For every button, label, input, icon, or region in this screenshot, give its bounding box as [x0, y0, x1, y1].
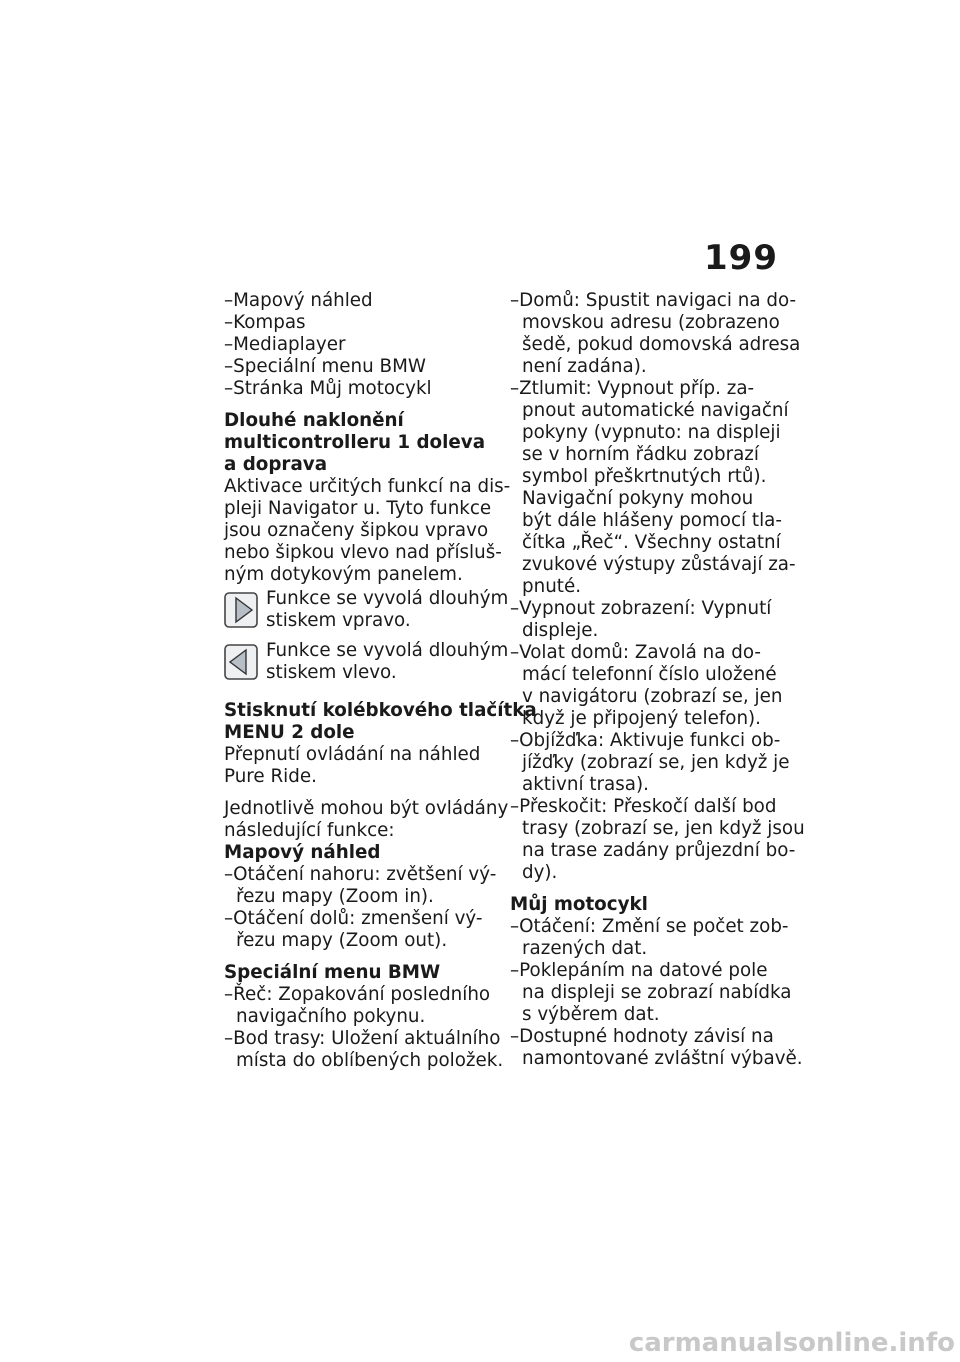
text-line: aktivní trasa).	[522, 774, 649, 795]
text-line: čítka „Řeč“. Všechny ostatní	[522, 532, 781, 553]
text-line: navigačního pokynu.	[236, 1006, 426, 1027]
section-heading: Mapový náhled	[224, 842, 381, 863]
text-line: namontované zvláštní výbavě.	[522, 1048, 803, 1069]
section-heading: Speciální menu BMW	[224, 962, 441, 983]
text-line: v navigátoru (zobrazí se, jen	[522, 686, 783, 707]
text-line: Přepnutí ovládání na náhled	[224, 744, 481, 765]
text-line: –Ztlumit: Vypnout příp. za-	[510, 378, 755, 399]
section-heading: Stisknutí kolébkového tlačítka	[224, 700, 537, 721]
text-line: Aktivace určitých funkcí na dis-	[224, 476, 511, 497]
text-line: –Otáčení: Změní se počet zob-	[510, 916, 789, 937]
text-line: pleji Navigator u. Tyto funkce	[224, 498, 492, 519]
text-line: jížďky (zobrazí se, jen když je	[522, 752, 790, 773]
text-line: –Mapový náhled	[224, 290, 373, 311]
section-heading: a doprava	[224, 454, 328, 475]
text-line: movskou adresu (zobrazeno	[522, 312, 780, 333]
section-heading: multicontrolleru 1 doleva	[224, 432, 486, 453]
page-number: 199	[704, 238, 778, 278]
spacer	[224, 400, 494, 410]
section-heading: Dlouhé naklonění	[224, 410, 404, 431]
text-line: nebo šipkou vlevo nad přísluš-	[224, 542, 502, 563]
text-line: s výběrem dat.	[522, 1004, 660, 1025]
text-line: –Řeč: Zopakování posledního	[224, 984, 491, 1005]
text-line: razených dat.	[522, 938, 648, 959]
text-line: ným dotykovým panelem.	[224, 564, 463, 585]
text-line: být dále hlášeny pomocí tla-	[522, 510, 782, 531]
text-line: –Přeskočit: Přeskočí další bod	[510, 796, 777, 817]
text-line: –Speciální menu BMW	[224, 356, 426, 377]
icon-note	[224, 640, 509, 684]
text-line: následující funkce:	[224, 820, 395, 841]
text-line: –Objížďka: Aktivuje funkci ob-	[510, 730, 781, 751]
icon-note	[224, 588, 509, 632]
icon-note-line: Funkce se vyvolá dlouhým	[266, 640, 509, 661]
text-line: –Volat domů: Zavolá na do-	[510, 642, 761, 663]
arrow-left-icon	[224, 644, 258, 680]
text-line: mácí telefonní číslo uložené	[522, 664, 777, 685]
text-line: displeje.	[522, 620, 599, 641]
spacer	[224, 788, 494, 798]
section-heading: Můj motocykl	[510, 894, 648, 915]
text-line: není zadána).	[522, 356, 647, 377]
text-line: místa do oblíbených položek.	[236, 1050, 504, 1071]
spacer	[224, 952, 494, 962]
left-column	[224, 290, 537, 1072]
text-line: –Domů: Spustit navigaci na do-	[510, 290, 797, 311]
watermark-footer: carmanualsonline.info	[628, 1328, 955, 1358]
text-line: trasy (zobrazí se, jen když jsou	[522, 818, 805, 839]
text-line: pokyny (vypnuto: na displeji	[522, 422, 781, 443]
text-line: řezu mapy (Zoom out).	[236, 930, 448, 951]
text-line: šedě, pokud domovská adresa	[522, 334, 801, 355]
text-line: když je připojený telefon).	[522, 708, 761, 729]
arrow-right-icon	[224, 592, 258, 628]
text-line: –Vypnout zobrazení: Vypnutí	[510, 598, 772, 619]
text-line: –Kompas	[224, 312, 306, 333]
text-line: pnuté.	[522, 576, 582, 597]
text-line: se v horním řádku zobrazí	[522, 444, 759, 465]
text-line: –Mediaplayer	[224, 334, 346, 355]
text-line: jsou označeny šipkou vpravo	[224, 520, 489, 541]
text-line: zvukové výstupy zůstávají za-	[522, 554, 796, 575]
text-line: –Otáčení dolů: zmenšení vý-	[224, 908, 483, 929]
text-line: –Stránka Můj motocykl	[224, 378, 432, 399]
section-heading: MENU 2 dole	[224, 722, 355, 743]
icon-note-line: stiskem vpravo.	[266, 610, 411, 631]
spacer	[224, 690, 494, 700]
text-line: Pure Ride.	[224, 766, 317, 787]
text-line: dy).	[522, 862, 558, 883]
text-line: –Dostupné hodnoty závisí na	[510, 1026, 774, 1047]
text-line: symbol přeškrtnutých rtů).	[522, 466, 767, 487]
text-line: na displeji se zobrazí nabídka	[522, 982, 792, 1003]
spacer	[510, 884, 785, 894]
text-line: na trase zadány průjezdní bo-	[522, 840, 796, 861]
text-line: Jednotlivě mohou být ovládány	[224, 798, 509, 819]
right-column	[510, 290, 805, 1070]
text-line: řezu mapy (Zoom in).	[236, 886, 434, 907]
text-line: –Bod trasy: Uložení aktuálního	[224, 1028, 501, 1049]
text-line: –Poklepáním na datové pole	[510, 960, 768, 981]
text-line: Navigační pokyny mohou	[522, 488, 754, 509]
icon-note-line: stiskem vlevo.	[266, 662, 397, 683]
text-line: –Otáčení nahoru: zvětšení vý-	[224, 864, 497, 885]
icon-note-line: Funkce se vyvolá dlouhým	[266, 588, 509, 609]
text-line: pnout automatické navigační	[522, 400, 789, 421]
